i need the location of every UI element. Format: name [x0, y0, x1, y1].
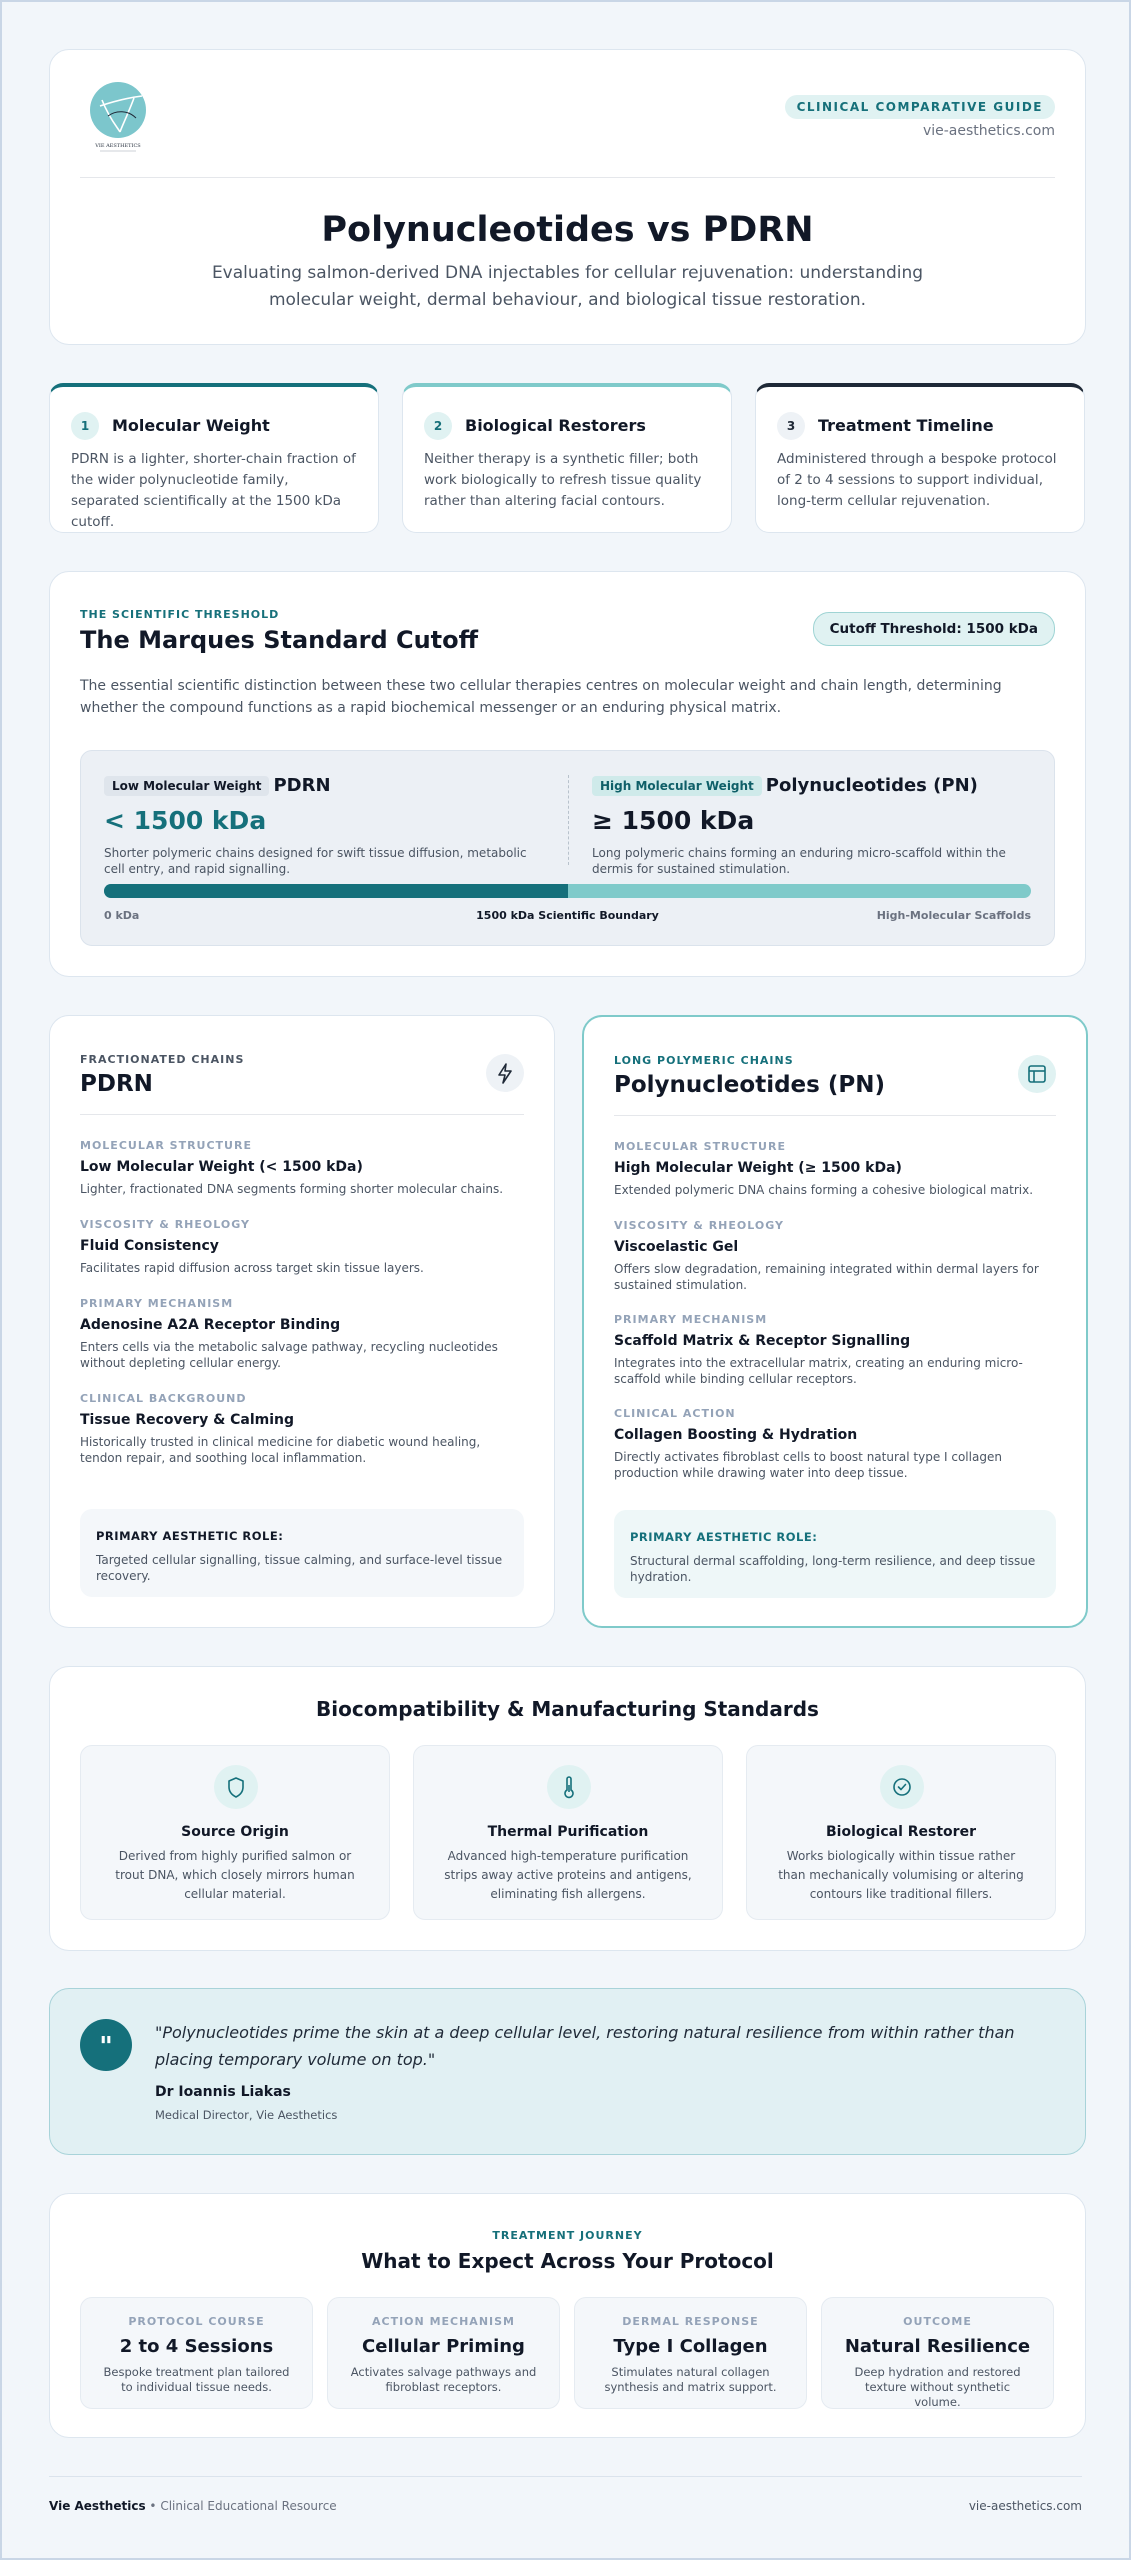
layout-icon — [1018, 1055, 1056, 1093]
row-desc: Facilitates rapid diffusion across target skin tissue layers. — [80, 1261, 424, 1275]
bar-label-end: High-Molecular Scaffolds — [876, 909, 1031, 922]
low-mw-tag: Low Molecular Weight — [104, 776, 269, 796]
journey-value: 2 to 4 Sessions — [119, 2336, 274, 2357]
feature-card-treatment-timeline — [755, 383, 1085, 533]
row-desc: Enters cells via the metabolic salvage pathway, recycling nucleotides without depleting cellular energy. — [80, 1340, 498, 1370]
row-desc: Extended polymeric DNA chains forming a cohesive biological matrix. — [614, 1183, 1034, 1197]
high-mw-value: ≥ 1500 kDa — [592, 806, 755, 835]
pdrn-row — [80, 1392, 524, 1466]
feature-card-biological-restorers — [402, 383, 732, 533]
journey-key: OUTCOME — [903, 2315, 972, 2328]
low-mw-value: < 1500 kDa — [104, 806, 267, 835]
footer-separator: • — [145, 2499, 161, 2513]
standard-card — [80, 1745, 390, 1920]
journey-card — [327, 2297, 560, 2409]
row-value: Scaffold Matrix & Receptor Signalling — [614, 1333, 911, 1349]
polynucleotides-card — [582, 1015, 1088, 1628]
low-mw-column — [104, 775, 534, 877]
card-eyebrow: LONG POLYMERIC CHAINS — [614, 1054, 794, 1067]
pn-row — [614, 1407, 1056, 1481]
journey-value: Type I Collagen — [613, 2336, 768, 2357]
high-mw-name: Polynucleotides (PN) — [765, 775, 978, 796]
standard-desc: Works biologically within tissue rather than mechanically volumising or altering contours like traditional fillers. — [778, 1849, 1024, 1901]
testimonial-quote — [49, 1988, 1086, 2155]
molecular-weight-bar — [104, 884, 1031, 898]
molecular-weight-comparison — [80, 750, 1055, 946]
card-eyebrow: FRACTIONATED CHAINS — [80, 1053, 245, 1066]
standard-desc: Derived from highly purified salmon or trout DNA, which closely mirrors human cellular material. — [115, 1849, 355, 1901]
treatment-journey-section — [49, 2193, 1086, 2438]
row-value: Collagen Boosting & Hydration — [614, 1427, 858, 1443]
primary-role-box — [614, 1510, 1056, 1598]
journey-key: DERMAL RESPONSE — [622, 2315, 759, 2328]
row-key: VISCOSITY & RHEOLOGY — [80, 1218, 250, 1231]
footer-brand: Vie Aesthetics — [49, 2499, 146, 2513]
footer-site-link[interactable]: vie-aesthetics.com — [968, 2499, 1082, 2513]
row-value: Tissue Recovery & Calming — [80, 1412, 295, 1428]
standard-title: Source Origin — [181, 1824, 289, 1840]
bar-label-mid: 1500 kDa Scientific Boundary — [476, 909, 659, 922]
vie-aesthetics-logo — [88, 80, 148, 156]
section-eyebrow: THE SCIENTIFIC THRESHOLD — [80, 608, 280, 621]
journey-desc: Bespoke treatment plan tailored to individual tissue needs. — [103, 2365, 290, 2394]
guide-badge: CLINICAL COMPARATIVE GUIDE — [785, 95, 1055, 119]
site-url[interactable]: vie-aesthetics.com — [922, 123, 1055, 139]
standard-title: Biological Restorer — [826, 1824, 976, 1840]
row-key: MOLECULAR STRUCTURE — [80, 1139, 252, 1152]
pdrn-row — [80, 1139, 524, 1197]
role-desc: Structural dermal scaffolding, long-term resilience, and deep tissue hydration. — [630, 1554, 1036, 1584]
high-mw-column — [592, 775, 1032, 877]
low-mw-desc: Shorter polymeric chains designed for swift tissue diffusion, metabolic cell entry, and rapid signalling. — [104, 846, 527, 876]
feature-card-molecular-weight — [49, 383, 379, 533]
section-title: The Marques Standard Cutoff — [80, 626, 479, 654]
page-subtitle: Evaluating salmon-derived DNA injectables for cellular rejuvenation: understanding molecular weight, dermal behaviour, and biological tissue restoration. — [211, 263, 924, 310]
pdrn-row — [80, 1218, 524, 1276]
card-title: Polynucleotides (PN) — [614, 1072, 885, 1098]
threshold-section — [49, 571, 1086, 977]
section-title: Biocompatibility & Manufacturing Standards — [316, 1697, 819, 1721]
row-value: Fluid Consistency — [80, 1238, 219, 1254]
high-mw-tag: High Molecular Weight — [592, 776, 762, 796]
bolt-icon — [486, 1054, 524, 1092]
header-card — [49, 49, 1086, 345]
feature-desc: PDRN is a lighter, shorter-chain fraction of the wider polynucleotide family, separated scientifically at the 1500 kDa cutoff. — [71, 451, 356, 530]
row-key: CLINICAL ACTION — [614, 1407, 736, 1420]
section-title: What to Expect Across Your Protocol — [361, 2249, 774, 2273]
journey-card — [80, 2297, 313, 2409]
standard-card — [746, 1745, 1056, 1920]
row-key: MOLECULAR STRUCTURE — [614, 1140, 786, 1153]
standard-card — [413, 1745, 723, 1920]
section-desc: The essential scientific distinction between these two cellular therapies centres on molecular weight and chain length, determining whether the compound functions as a rapid biochemical messenger or an enduring physical matrix. — [80, 678, 1002, 716]
row-desc: Integrates into the extracellular matrix, creating an enduring micro-scaffold while binding cellular receptors. — [614, 1356, 1023, 1386]
feature-desc: Administered through a bespoke protocol of 2 to 4 sessions to support individual, long-term cellular rejuvenation. — [777, 451, 1057, 509]
pdrn-row — [80, 1297, 524, 1371]
journey-value: Natural Resilience — [844, 2336, 1031, 2357]
page-title: Polynucleotides vs PDRN — [321, 210, 814, 250]
row-key: VISCOSITY & RHEOLOGY — [614, 1219, 784, 1232]
quote-author: Dr Ioannis Liakas — [155, 2084, 291, 2100]
feature-number: 2 — [424, 412, 452, 440]
shield-icon — [214, 1765, 258, 1809]
footer-tagline: Clinical Educational Resource — [160, 2499, 337, 2513]
high-mw-desc: Long polymeric chains forming an enduring micro-scaffold within the dermis for sustained stimulation. — [592, 846, 1006, 876]
role-label: PRIMARY AESTHETIC ROLE: — [630, 1530, 818, 1544]
journey-card — [821, 2297, 1054, 2409]
row-value: Viscoelastic Gel — [614, 1239, 739, 1255]
divider — [614, 1115, 1056, 1116]
role-label: PRIMARY AESTHETIC ROLE: — [96, 1529, 284, 1543]
quote-text: "Polynucleotides prime the skin at a deep cellular level, restoring natural resilience from within rather than placing temporary volume on top." — [155, 2023, 1015, 2069]
thermometer-icon — [547, 1765, 591, 1809]
pn-row — [614, 1219, 1056, 1293]
quote-icon: " — [80, 2019, 132, 2071]
journey-desc: Deep hydration and restored texture without synthetic volume. — [854, 2365, 1021, 2409]
low-mw-name: PDRN — [273, 775, 331, 796]
feature-number: 1 — [71, 412, 99, 440]
standards-section — [49, 1666, 1086, 1951]
row-desc: Lighter, fractionated DNA segments forming shorter molecular chains. — [80, 1182, 504, 1196]
role-desc: Targeted cellular signalling, tissue calming, and surface-level tissue recovery. — [96, 1553, 503, 1583]
quote-author-role: Medical Director, Vie Aesthetics — [155, 2108, 338, 2122]
row-value: Low Molecular Weight (< 1500 kDa) — [80, 1159, 363, 1175]
standard-desc: Advanced high-temperature purification strips away active proteins and antigens, eliminating fish allergens. — [444, 1849, 692, 1901]
column-divider — [568, 775, 569, 865]
feature-title: Treatment Timeline — [818, 416, 994, 435]
primary-role-box — [80, 1509, 524, 1597]
feature-number: 3 — [777, 412, 805, 440]
pn-row — [614, 1140, 1056, 1198]
journey-card — [574, 2297, 807, 2409]
cutoff-pill: Cutoff Threshold: 1500 kDa — [813, 612, 1055, 646]
row-desc: Offers slow degradation, remaining integrated within dermal layers for sustained stimulation. — [614, 1262, 1039, 1292]
divider — [80, 1114, 524, 1115]
row-key: CLINICAL BACKGROUND — [80, 1392, 247, 1405]
svg-text:VIE AESTHETICS: VIE AESTHETICS — [95, 143, 141, 149]
pn-row — [614, 1313, 1056, 1387]
row-desc: Historically trusted in clinical medicine for diabetic wound healing, tendon repair, and soothing local inflammation. — [80, 1435, 481, 1465]
journey-key: ACTION MECHANISM — [372, 2315, 515, 2328]
divider — [80, 177, 1055, 178]
bar-label-start: 0 kDa — [104, 909, 140, 922]
row-desc: Directly activates fibroblast cells to boost natural type I collagen production while drawing water into deep tissue. — [614, 1450, 1002, 1480]
row-value: High Molecular Weight (≥ 1500 kDa) — [614, 1160, 902, 1176]
feature-desc: Neither therapy is a synthetic filler; both work biologically to refresh tissue quality rather than altering facial contours. — [424, 451, 702, 509]
journey-key: PROTOCOL COURSE — [128, 2315, 265, 2328]
journey-value: Cellular Priming — [362, 2336, 525, 2357]
footer-brand-line — [49, 2499, 337, 2513]
row-value: Adenosine A2A Receptor Binding — [80, 1317, 341, 1333]
bar-fill-low — [104, 884, 568, 898]
feature-title: Biological Restorers — [465, 416, 646, 435]
journey-desc: Activates salvage pathways and fibroblast receptors. — [350, 2365, 537, 2394]
check-circle-icon — [880, 1765, 924, 1809]
journey-desc: Stimulates natural collagen synthesis and matrix support. — [604, 2365, 777, 2394]
standard-title: Thermal Purification — [487, 1824, 649, 1840]
feature-title: Molecular Weight — [112, 416, 270, 435]
footer-divider — [49, 2476, 1082, 2477]
section-eyebrow: TREATMENT JOURNEY — [492, 2229, 643, 2242]
pdrn-card — [49, 1015, 555, 1628]
row-key: PRIMARY MECHANISM — [614, 1313, 768, 1326]
row-key: PRIMARY MECHANISM — [80, 1297, 234, 1310]
card-title: PDRN — [80, 1071, 153, 1097]
